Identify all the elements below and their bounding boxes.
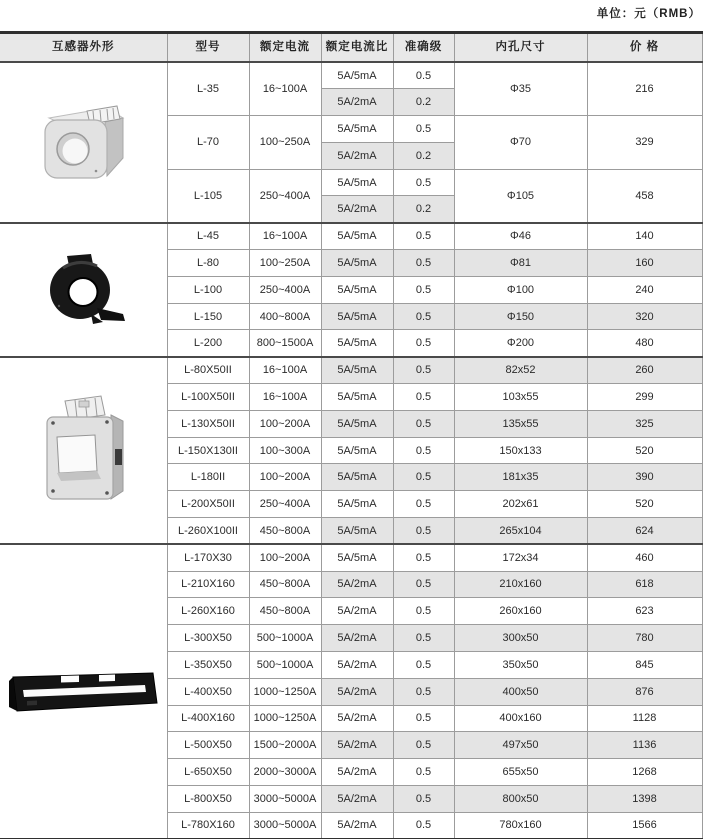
cell-hole-size: Φ100 xyxy=(454,276,587,303)
cell-price: 780 xyxy=(587,625,702,652)
cell-model: L-260X160 xyxy=(167,598,249,625)
cell-accuracy: 0.5 xyxy=(393,223,454,250)
cell-model: L-80X50II xyxy=(167,357,249,384)
cell-accuracy: 0.5 xyxy=(393,116,454,143)
product-image-black-bar xyxy=(0,544,167,839)
cell-price: 520 xyxy=(587,491,702,518)
cell-hole-size: 150x133 xyxy=(454,437,587,464)
cell-current-ratio: 5A/5mA xyxy=(321,303,393,330)
cell-price: 458 xyxy=(587,169,702,223)
cell-current-ratio: 5A/5mA xyxy=(321,62,393,89)
cell-current-ratio: 5A/5mA xyxy=(321,116,393,143)
cell-hole-size: Φ150 xyxy=(454,303,587,330)
cell-model: L-400X160 xyxy=(167,705,249,732)
cell-accuracy: 0.5 xyxy=(393,518,454,545)
cell-accuracy: 0.2 xyxy=(393,142,454,169)
cell-accuracy: 0.2 xyxy=(393,196,454,223)
cell-rated-current: 250~400A xyxy=(249,169,321,223)
cell-accuracy: 0.5 xyxy=(393,276,454,303)
cell-accuracy: 0.5 xyxy=(393,491,454,518)
cell-price: 320 xyxy=(587,303,702,330)
cell-price: 329 xyxy=(587,116,702,170)
cell-price: 390 xyxy=(587,464,702,491)
cell-current-ratio: 5A/2mA xyxy=(321,732,393,759)
cell-accuracy: 0.5 xyxy=(393,571,454,598)
cell-price: 520 xyxy=(587,437,702,464)
cell-hole-size: 300x50 xyxy=(454,625,587,652)
cell-current-ratio: 5A/5mA xyxy=(321,357,393,384)
cell-accuracy: 0.5 xyxy=(393,169,454,196)
cell-hole-size: 82x52 xyxy=(454,357,587,384)
col-header-model: 型号 xyxy=(167,33,249,63)
cell-model: L-130X50II xyxy=(167,410,249,437)
cell-accuracy: 0.5 xyxy=(393,625,454,652)
cell-accuracy: 0.5 xyxy=(393,812,454,839)
cell-model: L-150X130II xyxy=(167,437,249,464)
cell-price: 260 xyxy=(587,357,702,384)
cell-price: 299 xyxy=(587,384,702,411)
cell-rated-current: 100~250A xyxy=(249,116,321,170)
cell-rated-current: 100~200A xyxy=(249,544,321,571)
cell-hole-size: 210x160 xyxy=(454,571,587,598)
col-header-accuracy: 准确级 xyxy=(393,33,454,63)
table-body xyxy=(0,62,702,839)
cell-hole-size: 265x104 xyxy=(454,518,587,545)
cell-model: L-105 xyxy=(167,169,249,223)
cell-model: L-180II xyxy=(167,464,249,491)
cell-rated-current: 450~800A xyxy=(249,518,321,545)
cell-rated-current: 3000~5000A xyxy=(249,786,321,813)
cell-price: 845 xyxy=(587,652,702,679)
cell-hole-size: Φ105 xyxy=(454,169,587,223)
cell-model: L-650X50 xyxy=(167,759,249,786)
cell-price: 1128 xyxy=(587,705,702,732)
cell-hole-size: 202x61 xyxy=(454,491,587,518)
cell-accuracy: 0.5 xyxy=(393,250,454,277)
cell-accuracy: 0.5 xyxy=(393,437,454,464)
cell-rated-current: 250~400A xyxy=(249,276,321,303)
cell-model: L-780X160 xyxy=(167,812,249,839)
product-image-black-toroid xyxy=(0,223,167,357)
cell-model: L-100 xyxy=(167,276,249,303)
cell-price: 480 xyxy=(587,330,702,357)
cell-accuracy: 0.5 xyxy=(393,303,454,330)
cell-model: L-45 xyxy=(167,223,249,250)
cell-current-ratio: 5A/2mA xyxy=(321,89,393,116)
cell-rated-current: 800~1500A xyxy=(249,330,321,357)
cell-current-ratio: 5A/2mA xyxy=(321,196,393,223)
cell-model: L-200 xyxy=(167,330,249,357)
cell-accuracy: 0.5 xyxy=(393,652,454,679)
cell-model: L-300X50 xyxy=(167,625,249,652)
cell-rated-current: 2000~3000A xyxy=(249,759,321,786)
cell-model: L-500X50 xyxy=(167,732,249,759)
cell-current-ratio: 5A/5mA xyxy=(321,491,393,518)
cell-price: 623 xyxy=(587,598,702,625)
cell-hole-size: Φ81 xyxy=(454,250,587,277)
cell-hole-size: 181x35 xyxy=(454,464,587,491)
unit-label: 单位：元（RMB） xyxy=(596,8,701,20)
transformer-picture-square-frame xyxy=(35,387,131,515)
col-header-current-ratio: 额定电流比 xyxy=(321,33,393,63)
cell-hole-size: 655x50 xyxy=(454,759,587,786)
cell-current-ratio: 5A/2mA xyxy=(321,571,393,598)
cell-current-ratio: 5A/5mA xyxy=(321,169,393,196)
transformer-picture-black-toroid xyxy=(33,244,133,336)
product-image-square-frame xyxy=(0,357,167,545)
cell-price: 876 xyxy=(587,678,702,705)
cell-accuracy: 0.5 xyxy=(393,410,454,437)
cell-current-ratio: 5A/5mA xyxy=(321,464,393,491)
cell-hole-size: Φ200 xyxy=(454,330,587,357)
table-row xyxy=(0,544,702,571)
cell-price: 240 xyxy=(587,276,702,303)
cell-current-ratio: 5A/5mA xyxy=(321,384,393,411)
cell-hole-size: 103x55 xyxy=(454,384,587,411)
cell-current-ratio: 5A/2mA xyxy=(321,598,393,625)
cell-hole-size: Φ70 xyxy=(454,116,587,170)
cell-accuracy: 0.5 xyxy=(393,598,454,625)
cell-model: L-170X30 xyxy=(167,544,249,571)
cell-current-ratio: 5A/2mA xyxy=(321,625,393,652)
cell-current-ratio: 5A/5mA xyxy=(321,223,393,250)
cell-model: L-210X160 xyxy=(167,571,249,598)
cell-accuracy: 0.5 xyxy=(393,759,454,786)
cell-model: L-80 xyxy=(167,250,249,277)
cell-price: 325 xyxy=(587,410,702,437)
cell-accuracy: 0.5 xyxy=(393,544,454,571)
cell-rated-current: 16~100A xyxy=(249,223,321,250)
cell-model: L-400X50 xyxy=(167,678,249,705)
cell-price: 618 xyxy=(587,571,702,598)
cell-rated-current: 1000~1250A xyxy=(249,705,321,732)
cell-hole-size: 800x50 xyxy=(454,786,587,813)
cell-price: 140 xyxy=(587,223,702,250)
col-header-hole-size: 内孔尺寸 xyxy=(454,33,587,63)
product-image-box-round-hole xyxy=(0,62,167,223)
cell-price: 460 xyxy=(587,544,702,571)
cell-current-ratio: 5A/5mA xyxy=(321,410,393,437)
cell-accuracy: 0.5 xyxy=(393,62,454,89)
cell-rated-current: 3000~5000A xyxy=(249,812,321,839)
cell-price: 1268 xyxy=(587,759,702,786)
cell-accuracy: 0.5 xyxy=(393,678,454,705)
cell-hole-size: 780x160 xyxy=(454,812,587,839)
cell-model: L-70 xyxy=(167,116,249,170)
table-row xyxy=(0,62,702,89)
transformer-picture-box-round-hole xyxy=(33,96,133,188)
cell-model: L-35 xyxy=(167,62,249,116)
cell-accuracy: 0.2 xyxy=(393,89,454,116)
cell-rated-current: 100~250A xyxy=(249,250,321,277)
col-header-rated-current: 额定电流 xyxy=(249,33,321,63)
cell-rated-current: 100~200A xyxy=(249,464,321,491)
cell-accuracy: 0.5 xyxy=(393,705,454,732)
cell-rated-current: 500~1000A xyxy=(249,625,321,652)
cell-current-ratio: 5A/5mA xyxy=(321,276,393,303)
table-header-row xyxy=(0,33,702,63)
col-header-price: 价 格 xyxy=(587,33,702,63)
cell-hole-size: 135x55 xyxy=(454,410,587,437)
table-row xyxy=(0,357,702,384)
cell-accuracy: 0.5 xyxy=(393,464,454,491)
cell-accuracy: 0.5 xyxy=(393,357,454,384)
cell-price: 216 xyxy=(587,62,702,116)
cell-rated-current: 1000~1250A xyxy=(249,678,321,705)
cell-model: L-100X50II xyxy=(167,384,249,411)
cell-hole-size: Φ46 xyxy=(454,223,587,250)
cell-current-ratio: 5A/5mA xyxy=(321,330,393,357)
cell-current-ratio: 5A/5mA xyxy=(321,250,393,277)
table-row xyxy=(0,223,702,250)
cell-model: L-350X50 xyxy=(167,652,249,679)
cell-current-ratio: 5A/2mA xyxy=(321,678,393,705)
cell-rated-current: 16~100A xyxy=(249,357,321,384)
cell-hole-size: Φ35 xyxy=(454,62,587,116)
cell-rated-current: 450~800A xyxy=(249,571,321,598)
cell-model: L-800X50 xyxy=(167,786,249,813)
cell-current-ratio: 5A/2mA xyxy=(321,812,393,839)
cell-current-ratio: 5A/2mA xyxy=(321,759,393,786)
cell-accuracy: 0.5 xyxy=(393,384,454,411)
transformer-picture-black-bar xyxy=(7,661,159,721)
cell-price: 1398 xyxy=(587,786,702,813)
cell-current-ratio: 5A/5mA xyxy=(321,518,393,545)
price-table xyxy=(0,31,703,839)
cell-current-ratio: 5A/2mA xyxy=(321,786,393,813)
cell-rated-current: 450~800A xyxy=(249,598,321,625)
cell-model: L-260X100II xyxy=(167,518,249,545)
cell-price: 624 xyxy=(587,518,702,545)
cell-rated-current: 250~400A xyxy=(249,491,321,518)
cell-rated-current: 1500~2000A xyxy=(249,732,321,759)
cell-current-ratio: 5A/5mA xyxy=(321,544,393,571)
col-header-appearance: 互感器外形 xyxy=(0,33,167,63)
cell-current-ratio: 5A/2mA xyxy=(321,142,393,169)
cell-hole-size: 172x34 xyxy=(454,544,587,571)
cell-model: L-150 xyxy=(167,303,249,330)
cell-hole-size: 260x160 xyxy=(454,598,587,625)
cell-rated-current: 16~100A xyxy=(249,62,321,116)
cell-current-ratio: 5A/5mA xyxy=(321,437,393,464)
cell-accuracy: 0.5 xyxy=(393,330,454,357)
cell-hole-size: 497x50 xyxy=(454,732,587,759)
cell-price: 1566 xyxy=(587,812,702,839)
cell-accuracy: 0.5 xyxy=(393,732,454,759)
cell-current-ratio: 5A/2mA xyxy=(321,652,393,679)
cell-accuracy: 0.5 xyxy=(393,786,454,813)
cell-rated-current: 100~300A xyxy=(249,437,321,464)
cell-rated-current: 16~100A xyxy=(249,384,321,411)
cell-hole-size: 400x160 xyxy=(454,705,587,732)
cell-price: 1136 xyxy=(587,732,702,759)
cell-model: L-200X50II xyxy=(167,491,249,518)
cell-hole-size: 400x50 xyxy=(454,678,587,705)
cell-rated-current: 100~200A xyxy=(249,410,321,437)
cell-rated-current: 500~1000A xyxy=(249,652,321,679)
cell-rated-current: 400~800A xyxy=(249,303,321,330)
cell-price: 160 xyxy=(587,250,702,277)
cell-hole-size: 350x50 xyxy=(454,652,587,679)
cell-current-ratio: 5A/2mA xyxy=(321,705,393,732)
